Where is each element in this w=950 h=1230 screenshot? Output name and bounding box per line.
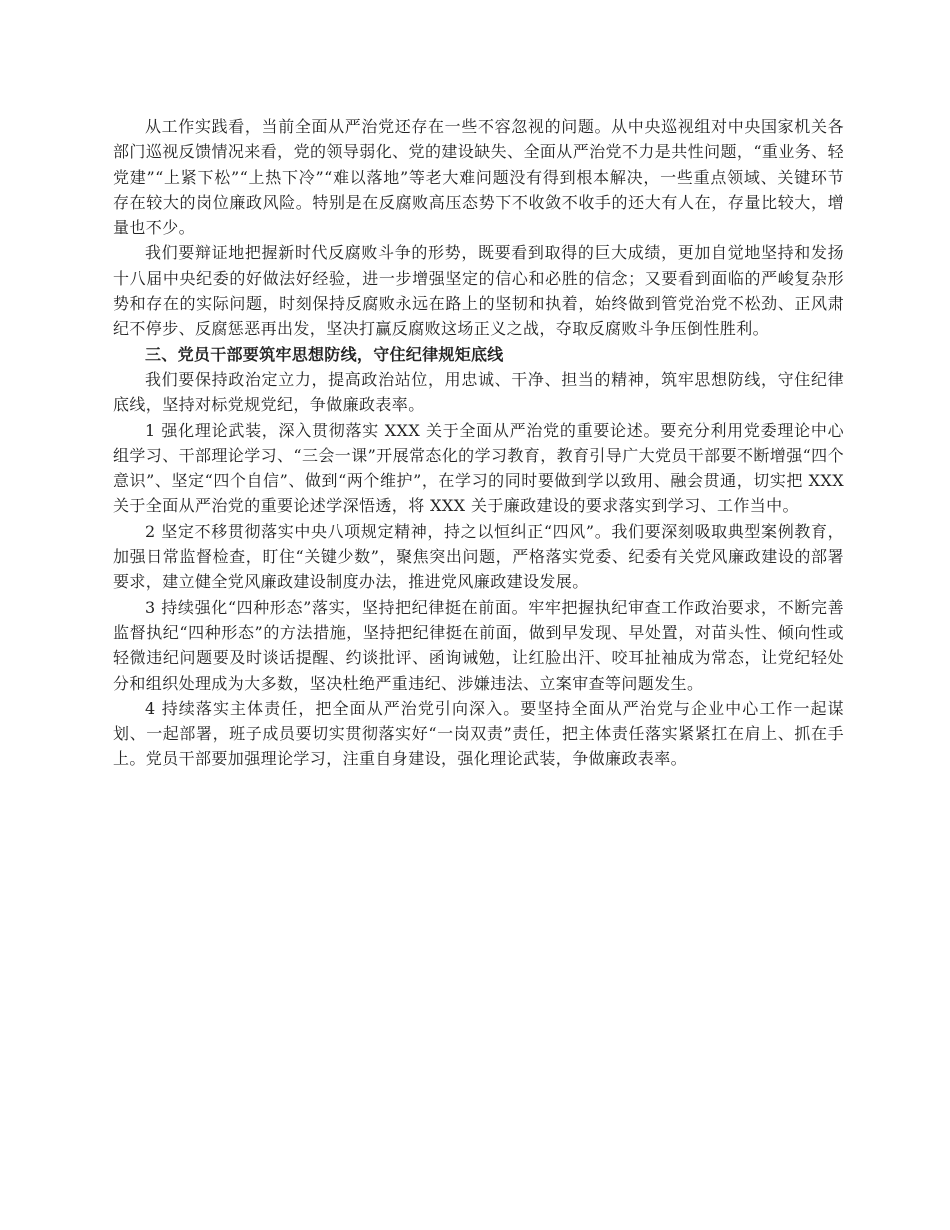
document-page — [113, 114, 844, 772]
paragraph-practice-problems: 从工作实践看，当前全面从严治党还存在一些不容忽视的问题。从中央巡视组对中央国家机关各部门巡视反馈情况来看，党的领导弱化、党的建设缺失、全面从严治党不力是共性问题，“重业务、轻党建”“上紧下松”“上热下冷”“难以落地”等老大难问题没有得到根本解决，一些重点领域、关键环节存在较大的岗位廉政风险。特别是在反腐败高压态势下不收敛不收手的还大有人在，存量比较大，增量也不少。 — [113, 117, 844, 238]
paragraph-situation: 我们要辩证地把握新时代反腐败斗争的形势，既要看到取得的巨大成绩，更加自觉地坚持和发扬十八届中央纪委的好做法好经验，进一步增强坚定的信心和必胜的信念；又要看到面临的严峻复杂形势和存在的实际问题，时刻保持反腐败永远在路上的坚韧和执着，始终做到管党治党不松劲、正风肃纪不停步、反腐惩恶再出发，坚决打赢反腐败这场正义之战，夺取反腐败斗争压倒性胜利。 — [113, 243, 844, 339]
paragraph-item-1: 1 强化理论武装，深入贯彻落实 XXX 关于全面从严治党的重要论述。要充分利用党委理论中心组学习、干部理论学习、“三会一课”开展常态化的学习教育，教育引导广大党员干部要不断增强“四个意识”、坚定“四个自信”、做到“两个维护”，在学习的同时要做到学以致用、融会贯通，切实把 XXX 关于全面从严治党的重要论述学深悟透，将 XXX 关于廉政建设的要求落实到学习、工作当中。 — [113, 420, 844, 516]
paragraph-item-2: 2 坚定不移贯彻落实中央八项规定精神，持之以恒纠正“四风”。我们要深刻吸取典型案例教育，加强日常监督检查，盯住“关键少数”，聚焦突出问题，严格落实党委、纪委有关党风廉政建设的部署要求，建立健全党风廉政建设制度办法，推进党风廉政建设发展。 — [113, 521, 844, 592]
paragraph-item-3: 3 持续强化“四种形态”落实，坚持把纪律挺在前面。牢牢把握执纪审查工作政治要求，不断完善监督执纪“四种形态”的方法措施，坚持把纪律挺在前面，做到早发现、早处置，对苗头性、倾向性或轻微违纪问题要及时谈话提醒、约谈批评、函询诫勉，让红脸出汗、咬耳扯袖成为常态，让党纪轻处分和组织处理成为大多数，坚决杜绝严重违纪、涉嫌违法、立案审查等问题发生。 — [113, 597, 844, 693]
paragraph-section-intro: 我们要保持政治定立力，提高政治站位，用忠诚、干净、担当的精神，筑牢思想防线，守住纪律底线，坚持对标党规党纪，争做廉政表率。 — [113, 369, 844, 415]
paragraph-item-4: 4 持续落实主体责任，把全面从严治党引向深入。要坚持全面从严治党与企业中心工作一起谋划、一起部署，班子成员要切实贯彻落实好“一岗双责”责任，把主体责任落实紧紧扛在肩上、抓在手上。党员干部要加强理论学习，注重自身建设，强化理论武装，争做廉政表率。 — [113, 698, 844, 769]
section-heading: 三、党员干部要筑牢思想防线，守住纪律规矩底线 — [145, 344, 504, 364]
